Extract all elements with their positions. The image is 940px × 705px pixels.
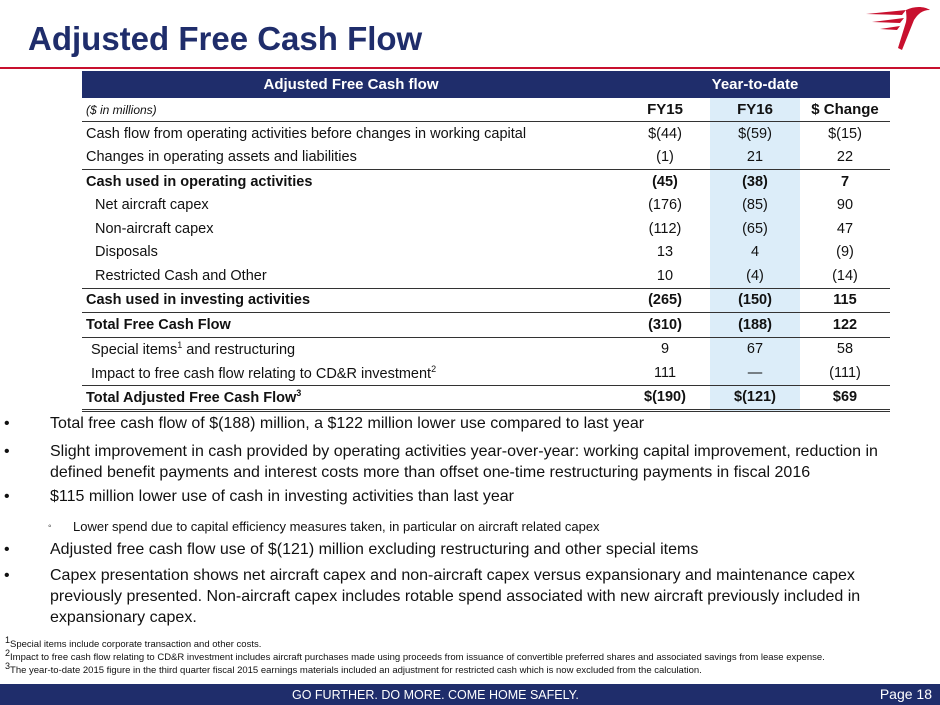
cell-fy15: (176) — [648, 197, 682, 214]
bullet-text: Slight improvement in cash provided by operating activities year-over-year: working capital improvement, reduction in defined benefit payments and interest costs more than offset one-time restructuring payments in fiscal 2016 — [50, 443, 878, 481]
cash-flow-table — [82, 71, 890, 412]
row-label: Cash flow from operating activities before changes in working capital — [86, 125, 527, 142]
cell-fy16: 67 — [710, 337, 800, 361]
row-label: Changes in operating assets and liabilities — [86, 149, 357, 166]
footnote-ref: 2 — [431, 363, 437, 374]
cell-fy15: 9 — [620, 337, 710, 361]
footnote-text: The year-to-date 2015 figure in the third quarter fiscal 2015 earnings materials included an adjustment for restricted cash which is now excluded from the calculation. — [10, 665, 702, 677]
cell-fy15: (310) — [620, 313, 710, 338]
cell-fy16: $(121) — [710, 385, 800, 411]
cell-change: 115 — [800, 288, 890, 313]
row-label: Non-aircraft capex — [95, 220, 214, 237]
footnote-ref: 1 — [177, 340, 183, 351]
table-row — [82, 288, 890, 313]
cell-fy16: 4 — [710, 241, 800, 265]
row-label: Disposals — [95, 244, 158, 261]
cell-change: (14) — [832, 267, 858, 284]
table-row — [82, 217, 890, 241]
table-row — [82, 313, 890, 338]
cell-change: $(15) — [828, 125, 862, 142]
cell-fy15: 10 — [656, 267, 674, 284]
footer-slogan: GO FURTHER. DO MORE. COME HOME SAFELY. — [292, 688, 579, 702]
logo — [862, 2, 932, 52]
table-header-left: Adjusted Free Cash flow — [82, 71, 620, 98]
cell-fy16: (4) — [710, 264, 800, 288]
cell-fy16: (65) — [710, 217, 800, 241]
cell-change: 90 — [836, 197, 854, 214]
cell-fy16: — — [710, 361, 800, 385]
row-label-text: Impact to free cash flow relating to CD&R investment — [91, 365, 432, 382]
table-row — [82, 146, 890, 170]
table-row — [82, 170, 890, 194]
sub-bullet-item — [48, 516, 600, 537]
row-label — [82, 385, 620, 411]
cell-fy15: (112) — [648, 220, 682, 237]
sub-bullet-marker: ◦ — [48, 521, 52, 532]
row-label: Cash used in investing activities — [82, 288, 620, 313]
bullet-marker: • — [4, 567, 10, 584]
bullet-text: Total free cash flow of $(188) million, a $122 million lower use compared to last year — [50, 415, 645, 432]
bullet-marker: • — [4, 443, 10, 460]
footnote-text: Impact to free cash flow relating to CD&R investment includes aircraft purchases made using proceeds from issuance of convertible preferred shares and associated savings from lease expense. — [10, 652, 825, 664]
row-label: Restricted Cash and Other — [95, 267, 267, 284]
cell-fy15: 111 — [653, 364, 677, 381]
row-label: Net aircraft capex — [95, 197, 209, 214]
cell-change: $69 — [800, 385, 890, 411]
cell-change: 122 — [800, 313, 890, 338]
cell-fy16: (85) — [710, 194, 800, 218]
cell-fy16: (150) — [710, 288, 800, 313]
row-label: Cash used in operating activities — [82, 170, 620, 194]
table-header-right: Year-to-date — [620, 71, 890, 98]
bullet-item — [4, 486, 930, 507]
bullet-marker: • — [4, 488, 10, 505]
cell-fy15: (265) — [620, 288, 710, 313]
row-label-text: Total Adjusted Free Cash Flow — [86, 390, 297, 407]
table-row — [82, 122, 890, 146]
col-fy15: FY15 — [620, 98, 710, 122]
cell-fy15: $(44) — [648, 125, 682, 142]
cell-change: 22 — [836, 149, 854, 166]
bullet-item — [4, 565, 930, 628]
sub-bullet-text: Lower spend due to capital efficiency measures taken, in particular on aircraft related capex — [73, 519, 600, 534]
table-row — [82, 194, 890, 218]
bullet-item — [4, 539, 930, 560]
cell-change: 47 — [836, 220, 854, 237]
table-header-row — [82, 71, 890, 98]
cell-fy16: (38) — [710, 170, 800, 194]
row-label: Total Free Cash Flow — [82, 313, 620, 338]
table-row — [82, 361, 890, 385]
cell-fy16: (188) — [710, 313, 800, 338]
footnote-3 — [5, 660, 702, 677]
footer-bar — [0, 684, 940, 705]
bullet-item — [4, 441, 930, 483]
row-label-text: Special items — [91, 342, 178, 359]
bullet-marker: • — [4, 541, 10, 558]
cell-change: 7 — [800, 170, 890, 194]
bullet-marker: • — [4, 415, 10, 432]
table-row — [82, 385, 890, 411]
col-change: $ Change — [800, 98, 890, 122]
cell-fy16: 21 — [710, 146, 800, 170]
bullet-text: Adjusted free cash flow use of $(121) million excluding restructuring and other special items — [50, 541, 699, 558]
table-row — [82, 337, 890, 361]
footnote-num: 3 — [5, 661, 11, 671]
cell-change: (9) — [836, 244, 854, 261]
bullet-text: $115 million lower use of cash in investing activities than last year — [50, 488, 514, 505]
footnote-num: 1 — [5, 635, 11, 645]
title-rule — [0, 67, 940, 69]
cell-fy15: (45) — [620, 170, 710, 194]
bullet-item — [4, 413, 930, 434]
row-label — [82, 361, 620, 385]
page-title: Adjusted Free Cash Flow — [28, 20, 423, 57]
footnote-text: Special items include corporate transaction and other costs. — [10, 639, 262, 651]
column-header-row — [82, 98, 890, 122]
cell-fy15: 13 — [656, 244, 674, 261]
page-number: Page 18 — [879, 686, 932, 702]
cell-change: 58 — [800, 337, 890, 361]
table-row — [82, 264, 890, 288]
units-label: ($ in millions) — [82, 98, 620, 122]
row-label — [82, 337, 620, 361]
cell-change: (111) — [829, 364, 861, 381]
footnote-ref: 3 — [296, 388, 302, 399]
col-fy16: FY16 — [710, 98, 800, 122]
cell-fy15: $(190) — [620, 385, 710, 411]
bullet-text: Capex presentation shows net aircraft capex and non-aircraft capex versus expansionary and maintenance capex previously presented. Non-aircraft capex includes rotable spend associated with new aircraft previously included in expansionary capex. — [50, 567, 861, 626]
row-label-text: and restructuring — [182, 342, 296, 359]
cell-fy15: (1) — [656, 149, 674, 166]
footnote-num: 2 — [5, 648, 11, 658]
cell-fy16: $(59) — [710, 122, 800, 146]
table-row — [82, 241, 890, 265]
